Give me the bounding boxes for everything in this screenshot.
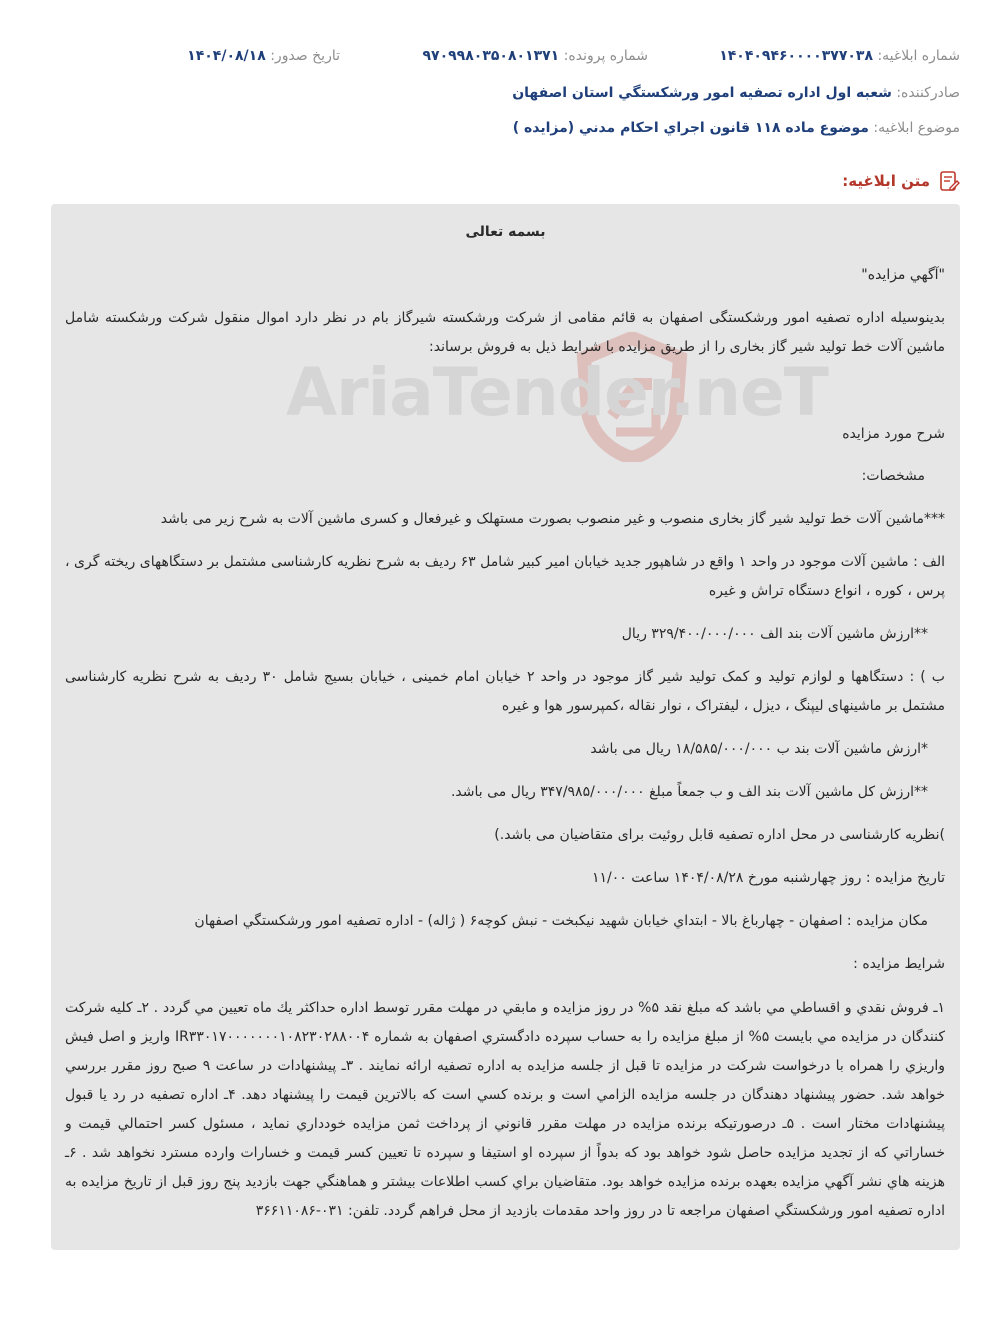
item-b: ب ) : دستگاهها و لوازم تولید و کمک تولید شیر گاز موجود در واحد ۲ خیابان امام خمینی ، خیابان بسیج شامل ۳۰ ردیف به شرح نظریه کارشناسی مشتمل بر ماشینهای لیپنگ ، دیزل ، لیفتراک ، نوار نقاله ،کمپرسور هوا و غیره [65, 669, 945, 714]
issue-date [187, 48, 340, 64]
value-total: **ارزش کل ماشین آلات بند الف و ب جمعاً مبلغ ۳۴۷/۹۸۵/۰۰۰/۰۰۰ ریال می باشد. [450, 784, 928, 800]
description-title: شرح مورد مزایده [842, 426, 945, 442]
item-a: الف : ماشین آلات موجود در واحد ۱ واقع در شاهپور جدید خیابان امیر کبیر شامل ۶۳ ردیف به شرح نظریه کارشناسی مشتمل بر دستگاههای ریخته گری ، پرس ، کوره ، انواع دستگاه تراش و غیره [65, 554, 945, 599]
case-number [423, 48, 649, 64]
intro-paragraph: بدینوسیله اداره تصفیه امور ورشکستگی اصفهان به قائم مقامی از شرکت ورشکسته شیرگاز بام در نظر دارد اموال منقول شرکت ورشکسته شامل ماشین آلات خط تولید شیر گاز بخاری را از طریق مزایده با شرایط ذیل به فروش برساند: [65, 310, 945, 355]
value-b: *ارزش ماشین آلات بند ب ۱۸/۵۸۵/۰۰۰/۰۰۰ ریال می باشد [590, 741, 928, 757]
auction-place: مكان مزايده : اصفهان - چهارباغ بالا - ابتداي خيابان شهيد نيكبخت - نبش كوچه۶ ( ژاله) - اداره تصفيه امور ورشكستگي اصفهان [194, 913, 928, 929]
issuer-value: شعبه اول اداره تصفيه امور ورشكستگي استان اصفهان [512, 85, 892, 101]
notice-number-value: ۱۴۰۴۰۹۴۶۰۰۰۰۳۷۷۰۳۸ [719, 48, 873, 64]
subject-value: موضوع ماده ۱۱۸ قانون اجراي احكام مدني (مزايده ) [512, 120, 869, 136]
watermark-text: AriaTender.neT [286, 354, 828, 431]
value-a: **ارزش ماشین آلات بند الف ۳۲۹/۴۰۰/۰۰۰/۰۰۰ ریال [621, 626, 928, 642]
subject-row [40, 120, 960, 136]
document-edit-icon [938, 170, 960, 192]
case-number-value: ۹۷۰۹۹۸۰۳۵۰۸۰۱۳۷۱ [422, 48, 560, 64]
ad-title: "آگهي مزايده" [861, 267, 945, 283]
issuer-label: صادرکننده: [896, 85, 960, 101]
auction-date: تاريخ مزايده : روز چهارشنبه مورخ ۱۴۰۴/۰۸/۲۸ ساعت ۱۱/۰۰ [592, 870, 945, 886]
item-main: ***ماشین آلات خط تولید شیر گاز بخاری منصوب و غیر منصوب بصورت مستهلک و غیرفعال و کسری ماشین آلات به شرح زیر می باشد [160, 511, 945, 527]
notice-text-heading-label: متن ابلاغیه: [842, 172, 930, 190]
notice-meta-row [40, 48, 960, 70]
notice-number [719, 48, 960, 64]
issue-date-label: تاریخ صدور: [270, 48, 340, 64]
conditions-title: شرايط مزايده : [853, 956, 945, 972]
issuer-row [40, 85, 960, 101]
issue-date-value: ۱۴۰۴/۰۸/۱۸ [187, 48, 266, 64]
notice-text-heading [842, 170, 960, 192]
bismillah: بسمه تعالی [465, 224, 546, 240]
expert-note: )نظریه کارشناسی در محل اداره تصفیه قابل روئیت برای متقاضیان می باشد.) [494, 827, 945, 843]
conditions-text: ۱ـ فروش نقدي و اقساطي مي باشد كه مبلغ نقد ۵% در روز مزايده و مابقي در مهلت مقرر توسط اداره حداكثر يك ماه تعيين مي گردد . ۲ـ كليه شركت كنندگان در مزايده مي بايست ۵% از مبلغ مزايده را به حساب سپرده دادگستري اصفهان به شماره IR۳۳۰۱۷۰۰۰۰۰۰۰۱۰۸۲۳۰۲۸۸۰۰۴ واريز و اصل فيش واريزي را همراه با درخواست شركت در مزايده تا قبل از جلسه مزايده به اداره تصفيه ارائه نمايند . ۳ـ پيشنهادات در ساعت ۹ صبح روز مقرر بررسي خواهد شد. حضور پيشنهاد دهندگان در جلسه مزايده الزامي است و برنده كسي است كه بالاترين قيمت را پيشنهاد دهد. ۴ـ اداره تصفيه در رد يا قبول پيشنهادات مختار است . ۵ـ درصورتيكه برنده مزايده در مهلت مقرر قانوني از پرداخت ثمن مزايده خودداري نمايد ، مسئول كسر احتمالي قيمت و خساراتي كه از تجديد مزايده حاصل شود خواهد بود كه بدواً از سپرده او استيفا و سپرده تا تعيين كسر قيمت و خسارات وارده مسترد نخواهد شد . ۶ـ هزينه هاي نشر آگهي مزايده بعهده برنده مزايده خواهد بود. متقاضيان براي كسب اطلاعات بيشتر و هماهنگي جهت بازديد پنج روز قبل از تاريخ مزايده به اداره تصفيه امور ورشكستگي اصفهان مراجعه تا در روز واحد مقدمات بازديد از محل فراهم گردد. تلفن: ۰۳۱-۳۶۶۱۱۰۸۶ [65, 1000, 946, 1219]
specs-title: مشخصات: [861, 468, 925, 484]
notice-number-label: شماره ابلاغیه: [877, 48, 960, 64]
case-number-label: شماره پرونده: [563, 48, 648, 64]
subject-label: موضوع ابلاغیه: [873, 120, 960, 136]
